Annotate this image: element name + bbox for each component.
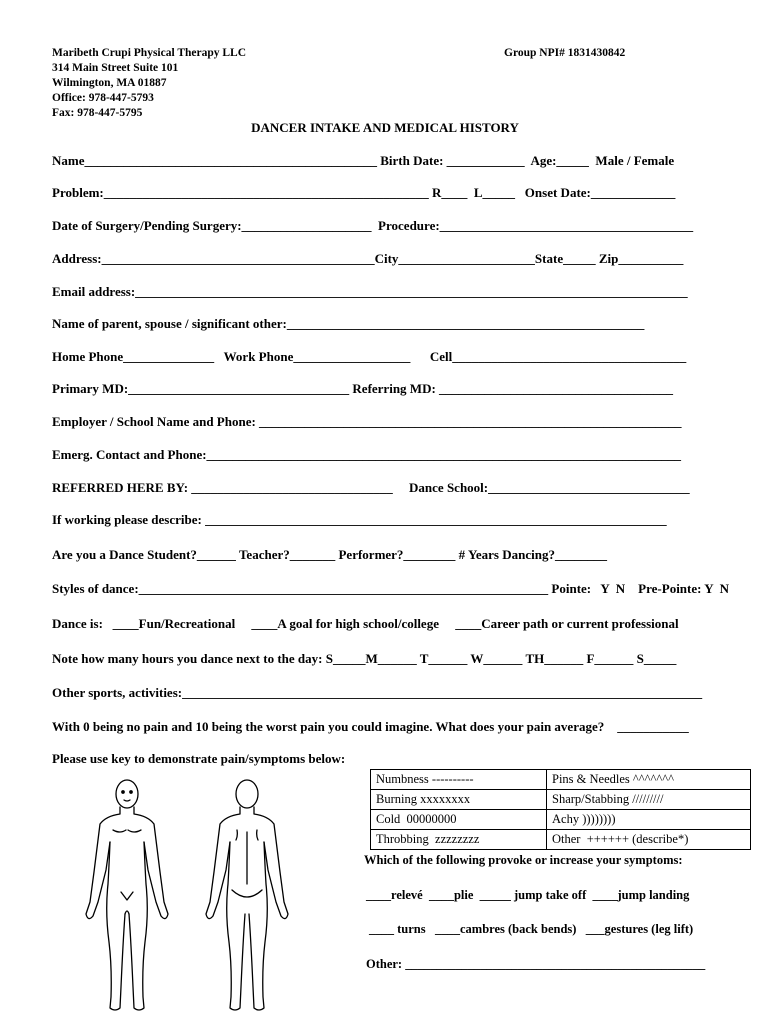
table-row — [371, 830, 751, 850]
practice-city: Wilmington, MA 01887 — [52, 77, 167, 89]
provoke-options-line-1[interactable]: ____relevé ____plie _____ jump take off ____jump landing — [366, 888, 690, 902]
provoke-question: Which of the following provoke or increase your symptoms: — [364, 853, 683, 867]
practice-name: Maribeth Crupi Physical Therapy LLC — [52, 47, 247, 59]
problem-onset-line[interactable]: Problem:__________________________________________________ R____ L_____ Onset Date:_____________ — [52, 185, 676, 200]
dance-goal-line[interactable]: Dance is: ____Fun/Recreational ____A goal for high school/college ____Career path or current professional — [52, 616, 679, 631]
key-throbbing: Throbbing zzzzzzzz — [371, 830, 547, 850]
address-line[interactable]: Address:__________________________________________City_____________________State_____ Zip__________ — [52, 251, 684, 266]
employer-school-line[interactable]: Employer / School Name and Phone: _________________________________________________________________ — [52, 414, 682, 429]
key-achy: Achy )))))))) — [547, 810, 751, 830]
provoke-other-line[interactable]: Other: ________________________________________________ — [366, 957, 706, 971]
table-row — [371, 770, 751, 790]
significant-other-line[interactable]: Name of parent, spouse / significant other:_______________________________________________________ — [52, 316, 645, 331]
key-other: Other ++++++ (describe*) — [547, 830, 751, 850]
key-numbness: Numbness ---------- — [371, 770, 547, 790]
table-row — [371, 810, 751, 830]
emergency-contact-line[interactable]: Emerg. Contact and Phone:_________________________________________________________________________ — [52, 447, 682, 462]
key-burning: Burning xxxxxxxx — [371, 790, 547, 810]
email-line[interactable]: Email address:_____________________________________________________________________________________ — [52, 284, 688, 299]
provoke-options-line-2[interactable]: ____ turns ____cambres (back bends) ___gestures (leg lift) — [369, 922, 694, 936]
key-sharp-stabbing: Sharp/Stabbing ///////// — [547, 790, 751, 810]
symptom-key-table — [370, 769, 751, 850]
other-sports-line[interactable]: Other sports, activities:________________________________________________________________________________ — [52, 685, 703, 700]
pain-key-instruction: Please use key to demonstrate pain/symptoms below: — [52, 751, 346, 766]
working-describe-line[interactable]: If working please describe: _______________________________________________________________________ — [52, 512, 667, 527]
name-birthdate-age-sex-line[interactable]: Name_____________________________________________ Birth Date: ____________ Age:_____ Male / Female — [52, 153, 675, 168]
body-front-figure[interactable] — [80, 772, 175, 1017]
practice-address-block — [52, 46, 246, 121]
phones-line[interactable]: Home Phone______________ Work Phone__________________ Cell____________________________________ — [52, 349, 687, 364]
physicians-line[interactable]: Primary MD:__________________________________ Referring MD: ____________________________________ — [52, 381, 674, 396]
surgery-procedure-line[interactable]: Date of Surgery/Pending Surgery:____________________ Procedure:_______________________________________ — [52, 218, 694, 233]
key-pins-needles: Pins & Needles ^^^^^^^ — [547, 770, 751, 790]
key-cold: Cold 00000000 — [371, 810, 547, 830]
table-row — [371, 790, 751, 810]
practice-fax: Fax: 978-447-5795 — [52, 107, 143, 119]
dance-role-line[interactable]: Are you a Dance Student?______ Teacher?_______ Performer?________ # Years Dancing?________ — [52, 547, 607, 562]
pain-average-line[interactable]: With 0 being no pain and 10 being the worst pain you could imagine. What does your pain average? ___________ — [52, 719, 689, 734]
hours-per-day-line[interactable]: Note how many hours you dance next to the day: S_____M______ T______ W______ TH______ F______ S_____ — [52, 651, 677, 666]
group-npi: Group NPI# 1831430842 — [504, 47, 626, 59]
practice-office-phone: Office: 978-447-5793 — [52, 92, 154, 104]
referred-dance-school-line[interactable]: REFERRED HERE BY: _______________________________ Dance School:_______________________________ — [52, 480, 690, 495]
practice-street: 314 Main Street Suite 101 — [52, 62, 179, 74]
form-title: DANCER INTAKE AND MEDICAL HISTORY — [251, 120, 519, 135]
body-back-figure[interactable] — [200, 772, 295, 1017]
styles-pointe-line[interactable]: Styles of dance:_______________________________________________________________ Pointe: Y N Pre-Pointe: Y N — [52, 581, 730, 596]
